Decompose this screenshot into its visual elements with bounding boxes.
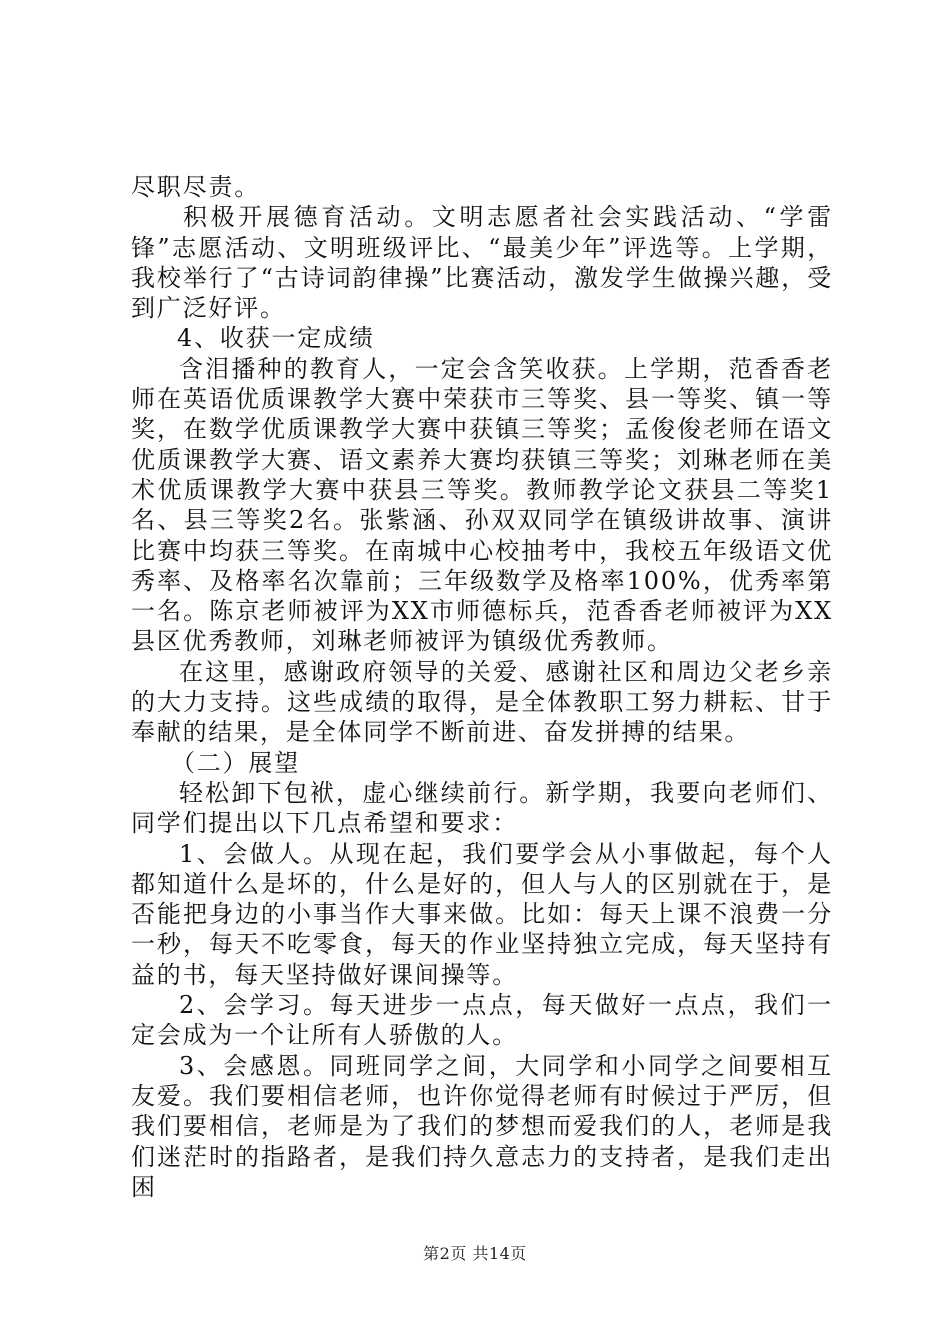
paragraph-point-3: 3、会感恩。同班同学之间，大同学和小同学之间要相互友爱。我们要相信老师，也许你觉得老师有时候过于严厉，但我们要相信，老师是为了我们的梦想而爱我们的人，老师是我们迷茫时的指路者，是我们持久意志力的支持者，是我们走出困 [131,1051,833,1201]
paragraph-point-1: 1、会做人。从现在起，我们要学会从小事做起，每个人都知道什么是坏的，什么是好的，但人与人的区别就在于，是否能把身边的小事当作大事来做。比如：每天上课不浪费一分一秒，每天不吃零食，每天的作业坚持独立完成，每天坚持有益的书，每天坚持做好课间操等。 [131,839,833,989]
section-heading-achievements: 4、收获一定成绩 [177,324,375,353]
paragraph-outlook-intro: 轻松卸下包袱，虚心继续前行。新学期，我要向老师们、同学们提出以下几点希望和要求： [131,778,833,838]
paragraph-moral-activities: 积极开展德育活动。文明志愿者社会实践活动、“学雷锋”志愿活动、文明班级评比、“最美少年”评选等。上学期，我校举行了“古诗词韵律操”比赛活动，激发学生做操兴趣，受到广泛好评。 [131,203,833,323]
paragraph-thanks: 在这里，感谢政府领导的关爱、感谢社区和周边父老乡亲的大力支持。这些成绩的取得，是全体教职工努力耕耘、甘于奉献的结果，是全体同学不断前进、奋发拼搏的结果。 [131,657,833,747]
section-heading-outlook: （二）展望 [171,748,300,777]
page-number-footer: 第2页 共14页 [423,1244,527,1263]
document-body [131,172,833,1202]
paragraph-continuation: 尽职尽责。 [131,173,260,201]
paragraph-achievements: 含泪播种的教育人，一定会含笑收获。上学期，范香香老师在英语优质课教学大赛中荣获市三等奖、县一等奖、镇一等奖，在数学优质课教学大赛中获镇三等奖；孟俊俊老师在语文优质课教学大赛、语文素养大赛均获镇三等奖；刘琳老师在美术优质课教学大赛中获县三等奖。教师教学论文获县二等奖1名、县三等奖2名。张紫涵、孙双双同学在镇级讲故事、演讲比赛中均获三等奖。在南城中心校抽考中，我校五年级语文优秀率、及格率名次靠前；三年级数学及格率100%，优秀率第一名。陈京老师被评为XX市师德标兵，范香香老师被评为XX县区优秀教师，刘琳老师被评为镇级优秀教师。 [131,354,833,656]
paragraph-point-2: 2、会学习。每天进步一点点，每天做好一点点，我们一定会成为一个让所有人骄傲的人。 [131,991,833,1050]
